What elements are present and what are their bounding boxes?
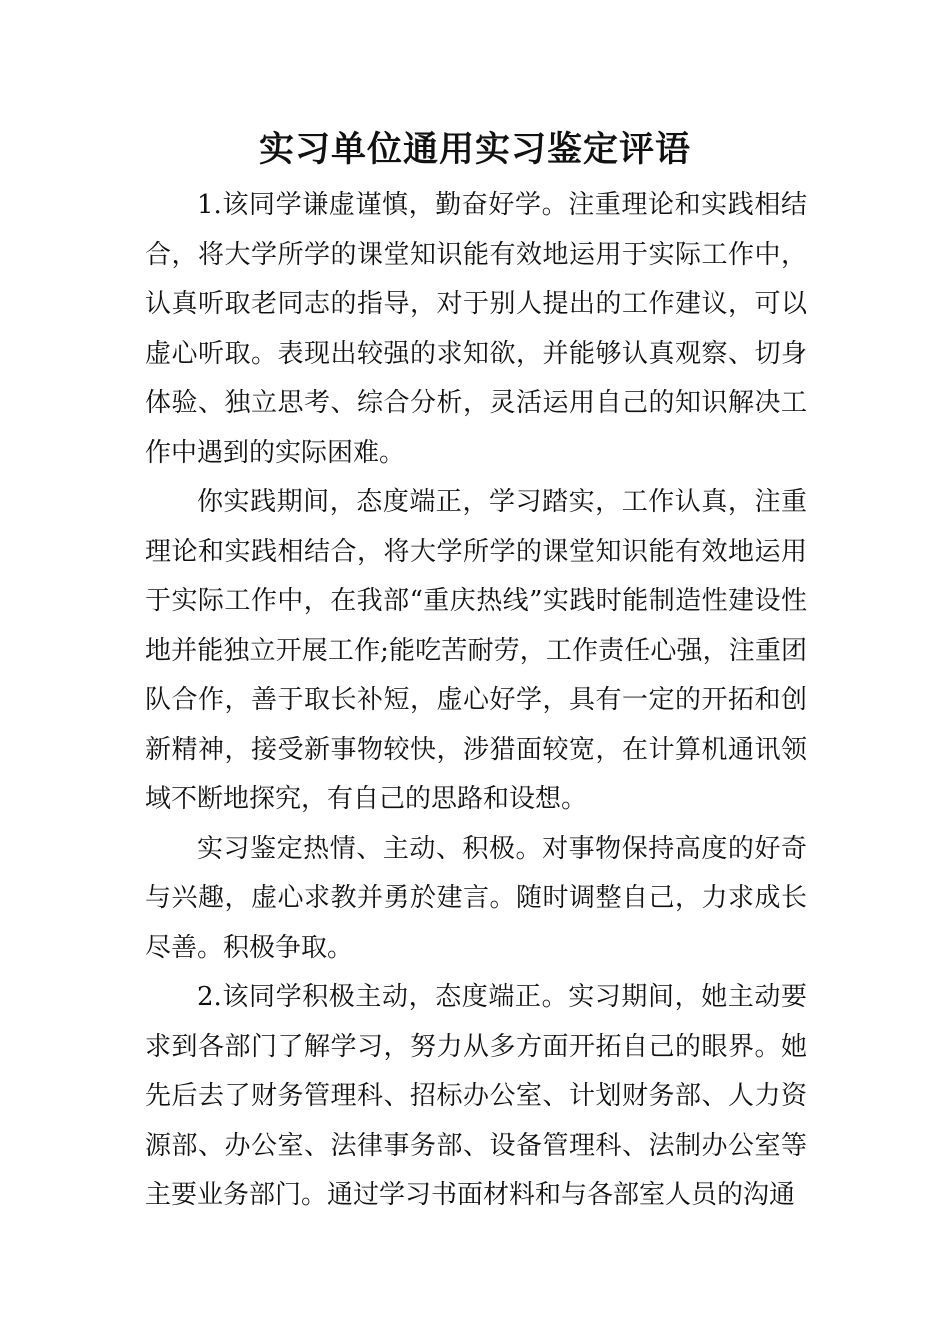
paragraph-1: 1.该同学谦虚谨慎，勤奋好学。注重理论和实践相结合，将大学所学的课堂知识能有效地运用于实际工作中，认真听取老同志的指导，对于别人提出的工作建议，可以虚心听取。表现出较强的求知欲，并能够认真观察、切身体验、独立思考、综合分析，灵活运用自己的知识解决工作中遇到的实际困难。 xyxy=(145,190,807,468)
document-title: 实习单位通用实习鉴定评语 xyxy=(258,130,691,170)
paragraph-2: 你实践期间，态度端正，学习踏实，工作认真，注重理论和实践相结合，将大学所学的课堂知识能有效地运用于实际工作中，在我部“重庆热线”实践时能制造性建设性地并能独立开展工作;能吃苦耐劳，工作责任心强，注重团队合作，善于取长补短，虚心好学，具有一定的开拓和创新精神，接受新事物较快，涉猎面较宽，在计算机通讯领域不断地探究，有自己的思路和设想。 xyxy=(145,487,807,814)
paragraph-4: 2.该同学积极主动，态度端正。实习期间，她主动要求到各部门了解学习，努力从多方面开拓自己的眼界。她先后去了财务管理科、招标办公室、计划财务部、人力资源部、办公室、法律事务部、设备管理科、法制办公室等主要业务部门。通过学习书面材料和与各部室人员的沟通 xyxy=(145,982,807,1210)
paragraph-3: 实习鉴定热情、主动、积极。对事物保持高度的好奇与兴趣，虚心求教并勇於建言。随时调整自己，力求成长尽善。积极争取。 xyxy=(145,833,807,963)
document-body xyxy=(145,181,807,1221)
